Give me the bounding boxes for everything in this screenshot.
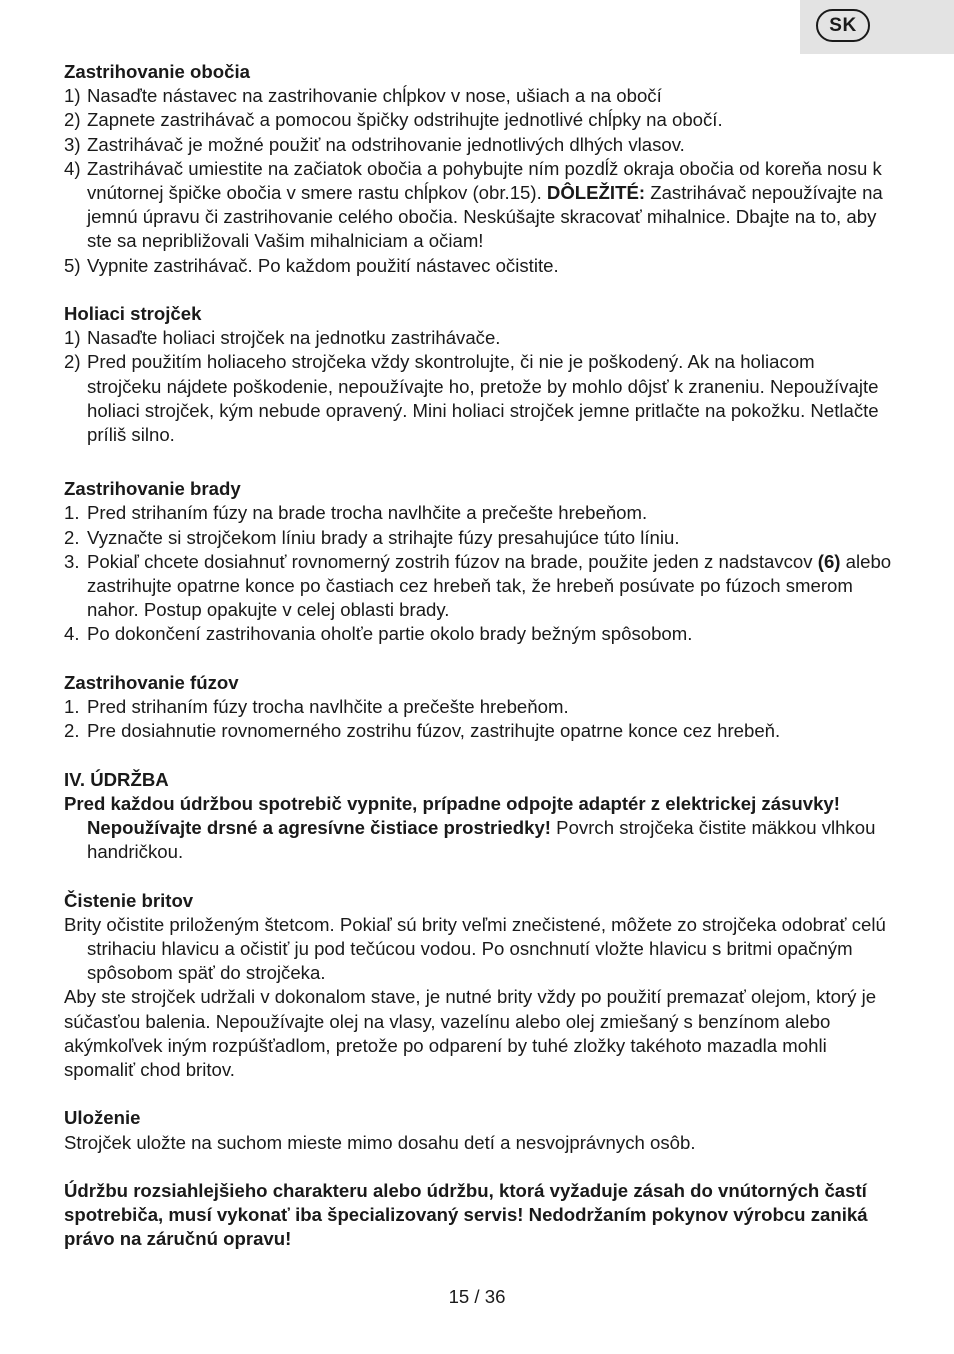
service-notice: Údržbu rozsiahlejšieho charakteru alebo údržbu, ktorá vyžaduje zásah do vnútorných častí spotrebiča, musí vykonať iba špecializovaný servis! Nedodržaním pokynov výrobcu zaniká právo na záručnú opravu! <box>64 1180 868 1250</box>
section-storage: Uloženie Strojček uložte na suchom mieste mimo dosahu detí a nesvojprávnych osôb. <box>64 1106 894 1154</box>
list-item: 1) Nasaďte nástavec na zastrihovanie chĺpkov v nose, ušiach a na obočí <box>64 85 662 107</box>
section-blade-cleaning: Čistenie britov Brity očistite priloženým štetcom. Pokiaľ sú brity veľmi znečistené, môžete zo strojčeka odobrať celú strihaciu hlavicu a očistiť ju pod tečúcou vodou. Po osnchnutí vložte hlavicu s britmi opačným spôsobom späť do strojčeka. Aby ste strojček udržali v dokonalom stave, je nutné brity vždy po použití premazať olejom, ktorý je súčasťou balenia. Nepoužívajte olej na vlasy, vazelínu alebo olej zmiešaný s benzínom alebo akýmkoľvek iným rozpúšťadlom, pretože po odparení by tuhé zložky takéhoto mazadla mohli spomaliť chod britov. <box>64 889 894 1083</box>
list-item: 2) Zapnete zastrihávač a pomocou špičky odstrihujte jednotlivé chĺpky na obočí. <box>64 109 723 131</box>
list-item: 2. Pre dosiahnutie rovnomerného zostrihu fúzov, zastrihujte opatrne konce cez hrebeň. <box>64 720 781 742</box>
list-item: 3. Pokiaľ chcete dosiahnuť rovnomerný zostrih fúzov na brade, použite jeden z nadstavcov (6) alebo zastrihujte opatrne konce po častiach cez hrebeň tak, že hrebeň posúvate po fúzoch smerom nahor. Postup opakujte v celej oblasti brady. <box>64 550 892 621</box>
list-item: 2) Pred použitím holiaceho strojčeka vždy skontrolujte, či nie je poškodený. Ak na holiacom strojčeku nájdete poškodenie, nepoužívajte ho, pretože by mohlo dôjsť k zraneniu. Nepoužívajte holiaci strojček, kým nebude opravený. Mini holiaci strojček jemne pritlačte na pokožku. Netlačte príliš silno. <box>64 351 879 446</box>
maintenance-warning: Pred každou údržbou spotrebič vypnite, prípadne odpojte adaptér z elektrickej zásuvky! Nepoužívajte drsné a agresívne čistiace prostriedky! <box>64 792 840 839</box>
list-item: 4. Po dokončení zastrihovania oholťe partie okolo brady bežným spôsobom. <box>64 623 693 645</box>
list-item: 1. Pred strihaním fúzy trocha navlhčite a prečešte hrebeňom. <box>64 696 569 718</box>
important-label: DÔLEŽITÉ: <box>546 182 646 204</box>
document-body <box>64 60 894 1252</box>
page-number: 15 / 36 <box>448 1286 506 1307</box>
list-item: 2. Vyznačte si strojčekom líniu brady a strihajte fúzy presahujúce túto líniu. <box>64 526 680 548</box>
list-item: 1) Nasaďte holiaci strojček na jednotku zastrihávače. <box>64 327 501 349</box>
section-title: Zastrihovanie obočia <box>64 61 250 82</box>
list-item: 4) Zastrihávač umiestite na začiatok obočia a pohybujte ním pozdĺž okraja obočia od koreňa nosu k vnútornej špičke obočia v smere rastu chĺpkov (obr.15). DÔLEŽITÉ: Zastrihávač nepoužívajte na jemnú úpravu či zastrihovanie celého obočia. Neskúšajte skracovať mihalnice. Dbajte na to, aby ste sa nepribližovali Vašim mihalniciam a očiam! <box>64 157 883 252</box>
language-tab <box>800 0 954 54</box>
section-maintenance: IV. ÚDRŽBA Pred každou údržbou spotrebič vypnite, prípadne odpojte adaptér z elektrickej zásuvky! Nepoužívajte drsné a agresívne čistiace prostriedky! Povrch strojčeka čistite mäkkou vlhkou handričkou. <box>64 768 894 865</box>
attachment-ref: (6) <box>817 550 841 572</box>
section-title: Zastrihovanie fúzov <box>64 671 239 693</box>
list-item: 1. Pred strihaním fúzy na brade trocha navlhčite a prečešte hrebeňom. <box>64 502 648 524</box>
section-moustache-trimming <box>64 671 894 744</box>
list-item: 3) Zastrihávač je možné použiť na odstrihovanie jednotlivých dlhých vlasov. <box>64 133 685 155</box>
section-title: Čistenie britov <box>64 889 194 911</box>
steps-list <box>64 695 894 743</box>
section-beard-trimming <box>64 477 894 646</box>
section-title: IV. ÚDRŽBA <box>64 768 169 790</box>
steps-list <box>64 84 894 278</box>
section-shaver <box>64 302 894 447</box>
section-title: Holiaci strojček <box>64 303 202 325</box>
section-eyebrow-trimming <box>64 60 894 278</box>
section-title: Uloženie <box>64 1107 141 1129</box>
steps-list <box>64 326 894 447</box>
section-title: Zastrihovanie brady <box>64 478 241 500</box>
language-badge: SK <box>816 9 870 42</box>
list-item: 5) Vypnite zastrihávač. Po každom použití nástavec očistite. <box>64 254 559 276</box>
steps-list <box>64 501 894 646</box>
